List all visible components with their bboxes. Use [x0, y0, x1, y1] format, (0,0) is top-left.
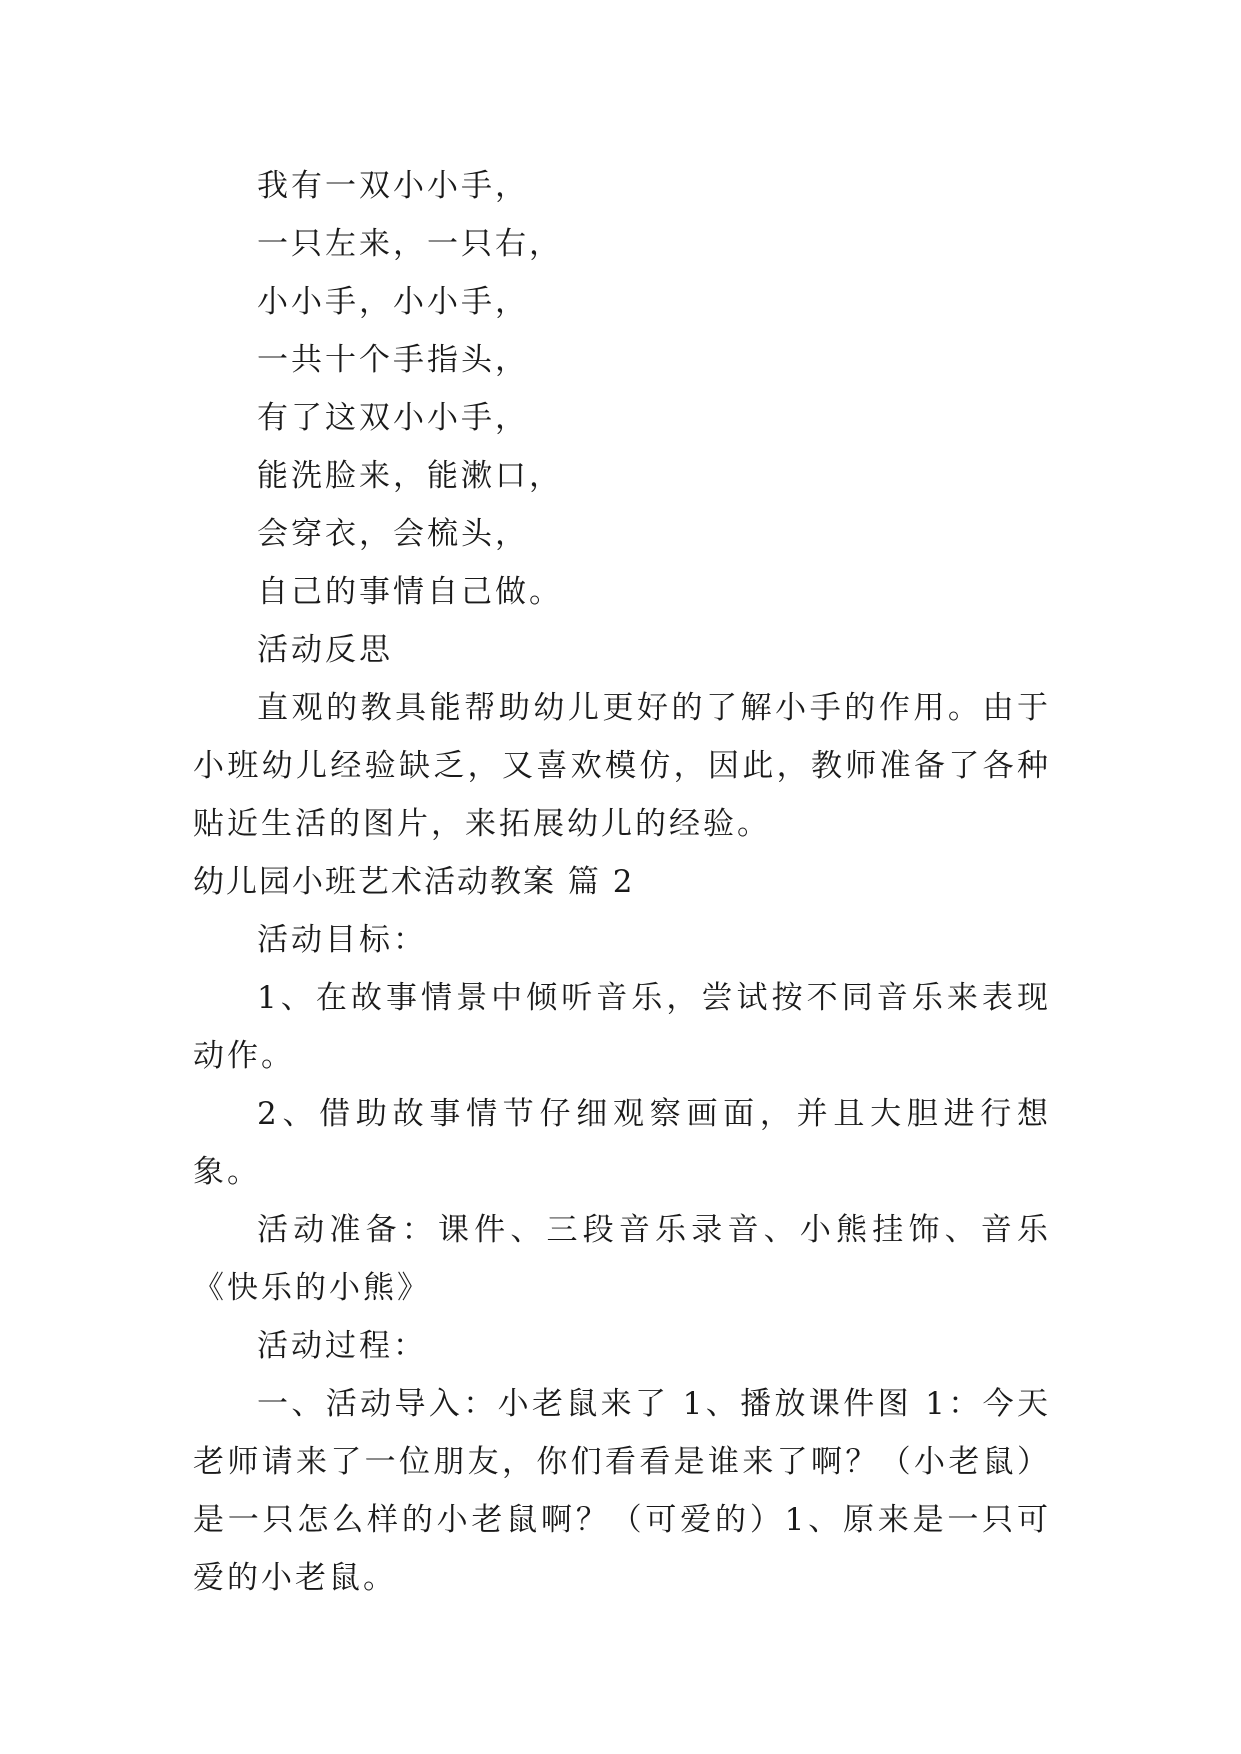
goal-item: 1、在故事情景中倾听音乐，尝试按不同音乐来表现动作。 — [193, 980, 1051, 1074]
reflection-paragraph: 直观的教具能帮助幼儿更好的了解小手的作用。由于小班幼儿经验缺乏，又喜欢模仿，因此，教师准备了各种贴近生活的图片，来拓展幼儿的经验。 — [193, 690, 1051, 842]
process-heading: 活动过程： — [257, 1328, 427, 1364]
poem-line: 能洗脸来，能漱口， — [257, 458, 563, 494]
poem-line: 会穿衣，会梳头， — [257, 516, 529, 552]
poem-line: 有了这双小小手， — [257, 400, 529, 436]
goals-heading: 活动目标： — [257, 922, 427, 958]
poem-line: 自己的事情自己做。 — [257, 574, 563, 610]
poem-line: 一只左来，一只右， — [257, 226, 563, 262]
preparation-paragraph: 活动准备：课件、三段音乐录音、小熊挂饰、音乐《快乐的小熊》 — [193, 1212, 1051, 1306]
poem-line: 我有一双小小手， — [257, 168, 529, 204]
process-step: 一、活动导入：小老鼠来了 1、播放课件图 1：今天老师请来了一位朋友，你们看看是谁来了啊？（小老鼠）是一只怎么样的小老鼠啊？（可爱的）1、原来是一只可爱的小老鼠。 — [193, 1386, 1051, 1596]
reflection-heading: 活动反思 — [257, 632, 393, 668]
goal-item: 2、借助故事情节仔细观察画面，并且大胆进行想象。 — [193, 1096, 1051, 1190]
document-body — [193, 157, 1051, 1607]
poem-line: 小小手，小小手， — [257, 284, 529, 320]
poem — [193, 157, 1051, 621]
section-title: 幼儿园小班艺术活动教案 篇 2 — [193, 864, 635, 900]
poem-line: 一共十个手指头， — [257, 342, 529, 378]
